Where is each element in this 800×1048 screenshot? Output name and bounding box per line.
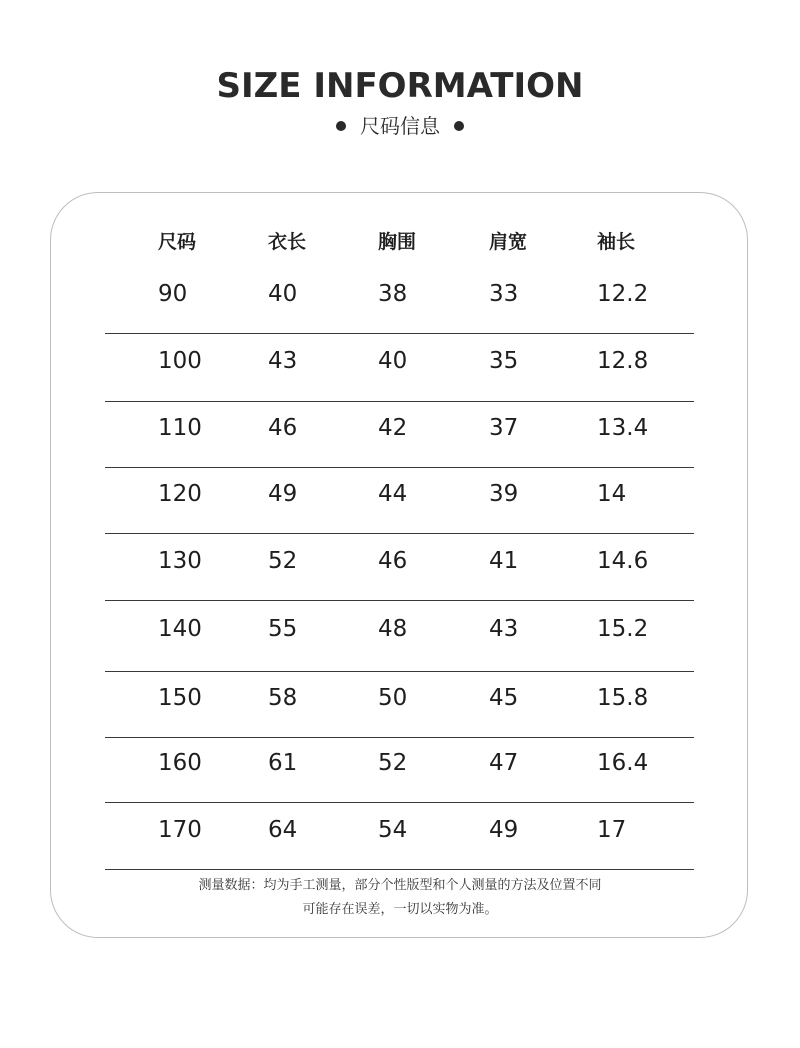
header-chest: 胸围 [378, 231, 417, 253]
table-cell: 12.8 [597, 348, 649, 374]
table-cell: 17 [597, 817, 627, 843]
table-header-row [105, 216, 694, 268]
page-subtitle [0, 112, 800, 140]
measurement-note-line2: 可能存在误差，一切以实物为准。 [302, 902, 498, 917]
table-body [105, 268, 694, 870]
table-cell: 52 [378, 750, 408, 776]
size-table [105, 216, 694, 870]
header-sleeve: 袖长 [597, 231, 636, 253]
table-cell: 46 [268, 415, 298, 441]
table-cell: 40 [378, 348, 408, 374]
table-cell: 14 [597, 481, 627, 507]
table-row [105, 402, 694, 468]
table-cell: 49 [268, 481, 298, 507]
table-cell: 47 [489, 750, 519, 776]
table-cell: 100 [158, 348, 202, 374]
table-cell: 110 [158, 415, 202, 441]
table-cell: 15.2 [597, 616, 649, 642]
table-cell: 130 [158, 548, 202, 574]
table-cell: 38 [378, 281, 408, 307]
table-cell: 90 [158, 281, 188, 307]
table-cell: 12.2 [597, 281, 649, 307]
table-cell: 150 [158, 685, 202, 711]
table-cell: 140 [158, 616, 202, 642]
table-row [105, 738, 694, 803]
table-cell: 41 [489, 548, 519, 574]
table-row [105, 334, 694, 402]
table-cell: 15.8 [597, 685, 649, 711]
table-cell: 64 [268, 817, 298, 843]
table-cell: 16.4 [597, 750, 649, 776]
table-cell: 14.6 [597, 548, 649, 574]
table-cell: 48 [378, 616, 408, 642]
table-row [105, 468, 694, 534]
table-row [105, 672, 694, 738]
table-cell: 39 [489, 481, 519, 507]
table-cell: 33 [489, 281, 519, 307]
table-cell: 43 [268, 348, 298, 374]
table-cell: 46 [378, 548, 408, 574]
table-cell: 61 [268, 750, 298, 776]
table-cell: 120 [158, 481, 202, 507]
header-shoulder: 肩宽 [489, 231, 528, 253]
subtitle-text: 尺码信息 [360, 114, 440, 138]
table-cell: 37 [489, 415, 519, 441]
table-row [105, 534, 694, 601]
table-cell: 42 [378, 415, 408, 441]
table-cell: 43 [489, 616, 519, 642]
table-cell: 49 [489, 817, 519, 843]
measurement-note-line1: 测量数据：均为手工测量，部分个性版型和个人测量的方法及位置不同 [198, 878, 602, 893]
table-cell: 45 [489, 685, 519, 711]
table-cell: 40 [268, 281, 298, 307]
header-size: 尺码 [158, 231, 197, 253]
table-cell: 55 [268, 616, 298, 642]
table-cell: 44 [378, 481, 408, 507]
table-row [105, 803, 694, 870]
bullet-dot-left [336, 121, 346, 131]
table-cell: 52 [268, 548, 298, 574]
table-row [105, 601, 694, 672]
table-cell: 170 [158, 817, 202, 843]
page-title: SIZE INFORMATION [216, 66, 584, 106]
header-length: 衣长 [268, 231, 307, 253]
table-cell: 54 [378, 817, 408, 843]
table-row [105, 268, 694, 334]
table-cell: 58 [268, 685, 298, 711]
table-cell: 160 [158, 750, 202, 776]
table-cell: 13.4 [597, 415, 649, 441]
table-cell: 35 [489, 348, 519, 374]
table-cell: 50 [378, 685, 408, 711]
bullet-dot-right [454, 121, 464, 131]
